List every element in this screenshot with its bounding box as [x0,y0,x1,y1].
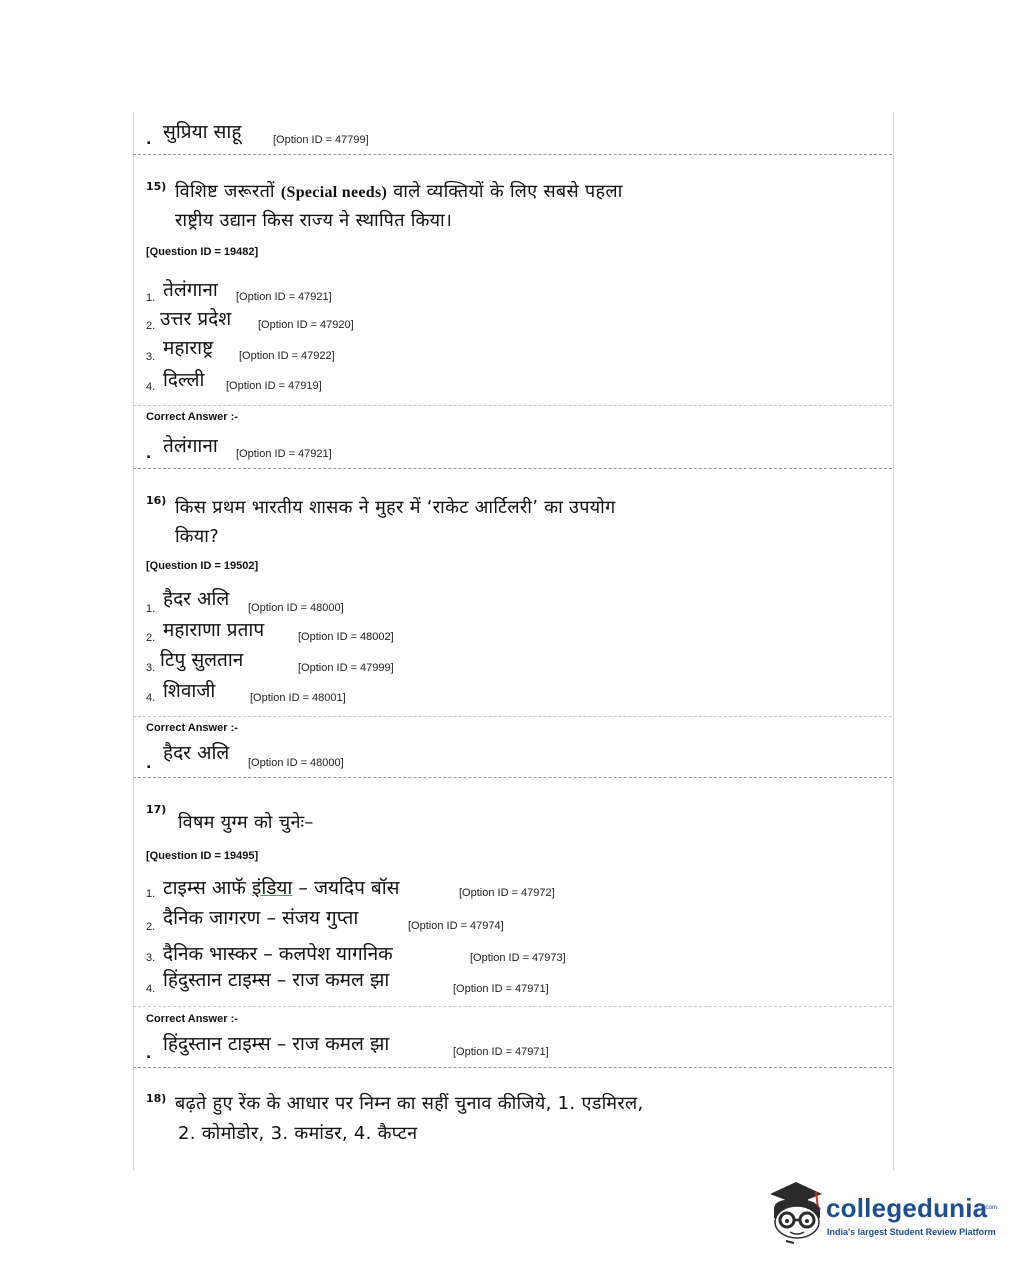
correct-answer-bullet: . [146,446,152,462]
option-id: [Option ID = 47999] [298,662,394,674]
q15-text-c: वाले व्यक्तियों के लिए सबसे पहला [393,181,623,202]
question-text-line1: किस प्रथम भारतीय शासक ने मुहर में ‘राकेट आर्टिलरी’ का उपयोग [175,497,616,518]
brand-tagline: India's largest Student Review Platform [827,1227,996,1237]
option-id: [Option ID = 47974] [408,920,504,932]
option-text: महाराणा प्रताप [163,619,265,641]
option-text: उत्तर प्रदेश [160,308,232,330]
option-number: 2. [146,320,156,332]
question-number: 18) [146,1092,167,1105]
option-id: [Option ID = 48001] [250,692,346,704]
option-number: 4. [146,983,156,995]
option-id: [Option ID = 48002] [298,631,394,643]
q15-text-b: (Special needs) [280,184,388,201]
option-id: [Option ID = 47921] [236,291,332,303]
correct-answer-option-id: [Option ID = 47921] [236,448,332,460]
correct-answer-text: हैदर अलि [163,742,230,764]
option-text: दैनिक जागरण – संजय गुप्ता [163,907,359,929]
correct-answer-label: Correct Answer :- [146,722,238,734]
question-text-line2: किया? [175,526,220,547]
divider [133,1067,892,1068]
divider [133,716,892,717]
question-text-line2: 2. कोमोडोर, 3. कमांडर, 4. कैप्टन [178,1123,418,1144]
divider [133,154,892,155]
divider [133,468,892,469]
option-text: शिवाजी [163,680,216,702]
correct-answer-bullet: . [146,756,152,772]
option-text-part: – जयदिप बॉस [292,877,400,899]
correct-answer-label: Correct Answer :- [146,1013,238,1025]
option-id: [Option ID = 48000] [248,602,344,614]
option-number: 3. [146,952,156,964]
correct-answer-bullet: . [146,1046,152,1062]
top-option-id: [Option ID = 47799] [273,134,369,146]
top-option-bullet: . [146,132,152,148]
option-number: 2. [146,632,156,644]
question-text-line1: बढ़ते हुए रेंक के आधार पर निम्न का सहीं चुनाव कीजिये, 1. एडमिरल, [175,1093,644,1114]
question-id: [Question ID = 19482] [146,246,259,258]
question-number: 16) [146,494,167,507]
correct-answer-text: तेलंगाना [163,435,218,457]
option-id: [Option ID = 47973] [470,952,566,964]
option-text-part: इंडिया [252,877,293,899]
question-number: 15) [146,180,167,193]
divider [133,1006,892,1007]
option-number: 4. [146,692,156,704]
option-id: [Option ID = 47972] [459,887,555,899]
question-text-line2: राष्ट्रीय उद्यान किस राज्य ने स्थापित किया। [175,210,453,231]
option-id: [Option ID = 47971] [453,983,549,995]
option-text: तेलंगाना [163,279,218,301]
question-text-line1 [175,177,623,208]
option-number: 1. [146,603,156,615]
option-text: महाराष्ट्र [163,337,214,359]
correct-answer-option-id: [Option ID = 48000] [248,757,344,769]
option-id: [Option ID = 47919] [226,380,322,392]
option-text-part: टाइम्स आफॅ [163,877,246,899]
question-text-line1: विषम युग्म को चुनेः– [178,812,314,833]
brand-name: collegedunia [826,1193,988,1223]
question-id: [Question ID = 19502] [146,560,259,572]
option-text: दिल्ली [163,369,205,391]
option-text: हैदर अलि [163,588,230,610]
option-number: 1. [146,292,156,304]
top-option-text: सुप्रिया साहू [163,121,242,143]
option-text: दैनिक भास्कर – कलपेश यागनिक [163,943,393,965]
option-number: 3. [146,351,156,363]
divider [133,777,892,778]
question-number: 17) [146,803,167,816]
option-text [163,874,400,900]
q15-text-a: विशिष्ट जरूरतों [175,181,275,202]
option-number: 3. [146,662,156,674]
correct-answer-label: Correct Answer :- [146,411,238,423]
question-id: [Question ID = 19495] [146,850,259,862]
option-text: हिंदुस्तान टाइम्स – राज कमल झा [163,969,390,991]
option-number: 1. [146,888,156,900]
correct-answer-option-id: [Option ID = 47971] [453,1046,549,1058]
option-number: 4. [146,381,156,393]
option-id: [Option ID = 47922] [239,350,335,362]
divider [133,405,892,406]
option-text: टिपु सुलतान [160,649,244,671]
option-number: 2. [146,921,156,933]
correct-answer-text: हिंदुस्तान टाइम्स – राज कमल झा [163,1033,390,1055]
option-id: [Option ID = 47920] [258,319,354,331]
brand-domain-suffix: .com [984,1205,998,1211]
